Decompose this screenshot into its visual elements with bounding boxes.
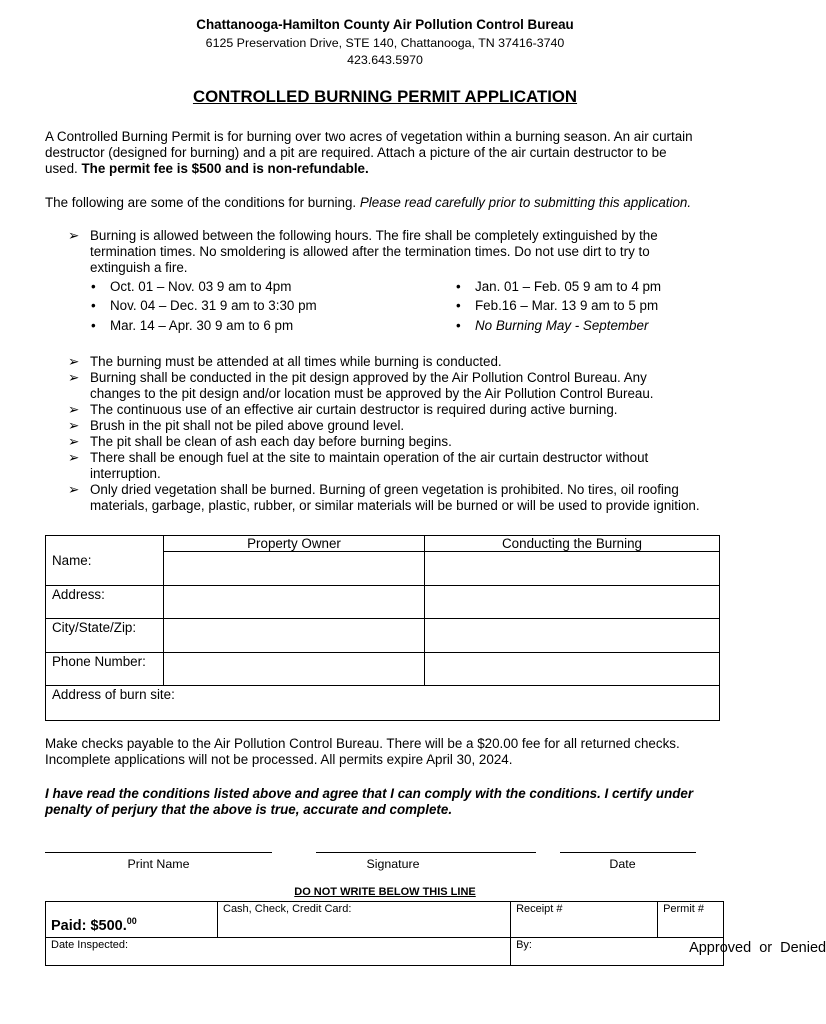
conductor-phone-field[interactable]	[425, 653, 720, 686]
bullet-icon: •	[91, 298, 96, 313]
date-inspected-label: Date Inspected:	[51, 939, 129, 951]
owner-address-field[interactable]	[164, 586, 425, 619]
intro-line: used. The permit fee is $500 and is non-refundable.	[45, 161, 369, 176]
schedule-item: • Jan. 01 – Feb. 05 9 am to 4 pm	[456, 279, 662, 294]
date-line[interactable]	[560, 852, 696, 853]
intro-paragraph	[45, 129, 735, 177]
owner-phone-field[interactable]	[164, 653, 425, 686]
name-label: Name:	[46, 552, 164, 586]
list-item: ➢ Brush in the pit shall not be piled above ground level.	[68, 418, 405, 433]
bullet-icon: •	[456, 279, 461, 294]
bullet-icon: •	[456, 298, 461, 313]
arrow-bullet-icon: ➢	[68, 482, 80, 497]
arrow-bullet-icon: ➢	[68, 434, 80, 449]
hours-condition	[68, 228, 728, 276]
signature-label: Signature	[366, 857, 420, 871]
list-item: ➢ There shall be enough fuel at the site to maintain operation of the air curtain destructor without interruption.	[68, 450, 649, 481]
phone-label: Phone Number:	[46, 653, 164, 686]
payment-notes: Make checks payable to the Air Pollution Control Bureau. There will be a $20.00 fee for all returned checks. Incomplete applications will not be processed. All permits expire April 30, 2024.	[45, 736, 680, 767]
office-use-table	[45, 901, 826, 966]
receipt-field[interactable]	[511, 902, 658, 938]
payment-method-field[interactable]	[218, 902, 511, 938]
arrow-bullet-icon: ➢	[68, 450, 80, 465]
conditions-list	[68, 354, 728, 514]
list-item: ➢ The burning must be attended at all times while burning is conducted.	[68, 354, 502, 369]
conductor-city-field[interactable]	[425, 619, 720, 653]
by-label: By:	[516, 939, 532, 951]
permit-field[interactable]	[658, 902, 724, 938]
list-item: ➢ Only dried vegetation shall be burned. Burning of green vegetation is prohibited. No tires, oil roofing materials, garbage, plastic, rubber, or similar materials will be burned or will be used to provide ignition.	[68, 482, 700, 513]
schedule-item: • No Burning May - September	[456, 318, 649, 333]
agency-name: Chattanooga-Hamilton County Air Pollution Control Bureau	[196, 17, 574, 32]
page-title: CONTROLLED BURNING PERMIT APPLICATION	[192, 87, 578, 106]
arrow-bullet-icon: ➢	[68, 402, 80, 417]
burn-site-field[interactable]	[46, 686, 720, 721]
burn-site-label: Address of burn site:	[52, 687, 175, 702]
signature-line[interactable]	[316, 852, 536, 853]
print-name-line[interactable]	[45, 852, 272, 853]
bullet-icon: •	[456, 318, 461, 333]
approval-status[interactable]: Approved or Denied	[689, 940, 826, 956]
column-header-owner: Property Owner	[164, 536, 425, 552]
intro-line: destructor (designed for burning) and a pit are required. Attach a picture of the air curtain destructor to be	[45, 145, 667, 160]
date-inspected-field[interactable]	[46, 938, 511, 966]
receipt-label: Receipt #	[516, 903, 563, 915]
schedule-item: • Oct. 01 – Nov. 03 9 am to 4pm	[91, 279, 292, 294]
arrow-bullet-icon: ➢	[68, 370, 80, 385]
list-item: ➢ The pit shall be clean of ash each day before burning begins.	[68, 434, 452, 449]
schedule-item: • Mar. 14 – Apr. 30 9 am to 6 pm	[91, 318, 294, 333]
conductor-address-field[interactable]	[425, 586, 720, 619]
agency-address: 6125 Preservation Drive, STE 140, Chattanooga, TN 37416-3740	[205, 36, 565, 50]
city-state-zip-label: City/State/Zip:	[46, 619, 164, 653]
list-item: ➢ Burning is allowed between the following hours. The fire shall be completely extinguished by the termination times. No smoldering is allowed after the termination times. Do not use dirt to try to extinguish a fire.	[68, 228, 658, 275]
applicant-table	[45, 535, 720, 721]
schedule-item: • Nov. 04 – Dec. 31 9 am to 3:30 pm	[91, 298, 317, 313]
list-item: ➢ Burning shall be conducted in the pit design approved by the Air Pollution Control Bureau. Any changes to the pit design and/or location must be approved by the Air Pollution Control Bureau.	[68, 370, 654, 401]
conductor-name-field[interactable]	[425, 552, 720, 586]
owner-name-field[interactable]	[164, 552, 425, 586]
schedule-item: • Feb.16 – Mar. 13 9 am to 5 pm	[456, 298, 659, 313]
bullet-icon: •	[91, 318, 96, 333]
arrow-bullet-icon: ➢	[68, 228, 80, 243]
paid-amount: Paid: $500.00	[46, 902, 218, 938]
permit-label: Permit #	[663, 903, 705, 915]
list-item: ➢ The continuous use of an effective air curtain destructor is required during active burning.	[68, 402, 618, 417]
owner-city-field[interactable]	[164, 619, 425, 653]
column-header-conductor: Conducting the Burning	[425, 536, 720, 552]
intro-line: A Controlled Burning Permit is for burning over two acres of vegetation within a burning season. An air curtain	[45, 129, 693, 144]
address-label: Address:	[46, 586, 164, 619]
agency-phone: 423.643.5970	[347, 53, 423, 67]
certification-statement: I have read the conditions listed above and agree that I can comply with the conditions. I certify under penalty of perjury that the above is true, accurate and complete.	[45, 786, 694, 817]
bullet-icon: •	[91, 279, 96, 294]
conditions-intro: The following are some of the conditions for burning. Please read carefully prior to submitting this application.	[45, 195, 692, 210]
table-header-empty	[46, 536, 164, 552]
fee-notice: The permit fee is $500 and is non-refundable.	[81, 161, 369, 176]
arrow-bullet-icon: ➢	[68, 354, 80, 369]
date-label: Date	[609, 857, 636, 871]
print-name-label: Print Name	[127, 857, 190, 871]
inspector-field[interactable]	[511, 938, 826, 966]
payment-method-label: Cash, Check, Credit Card:	[223, 903, 352, 915]
office-use-heading: DO NOT WRITE BELOW THIS LINE	[294, 886, 476, 898]
arrow-bullet-icon: ➢	[68, 418, 80, 433]
